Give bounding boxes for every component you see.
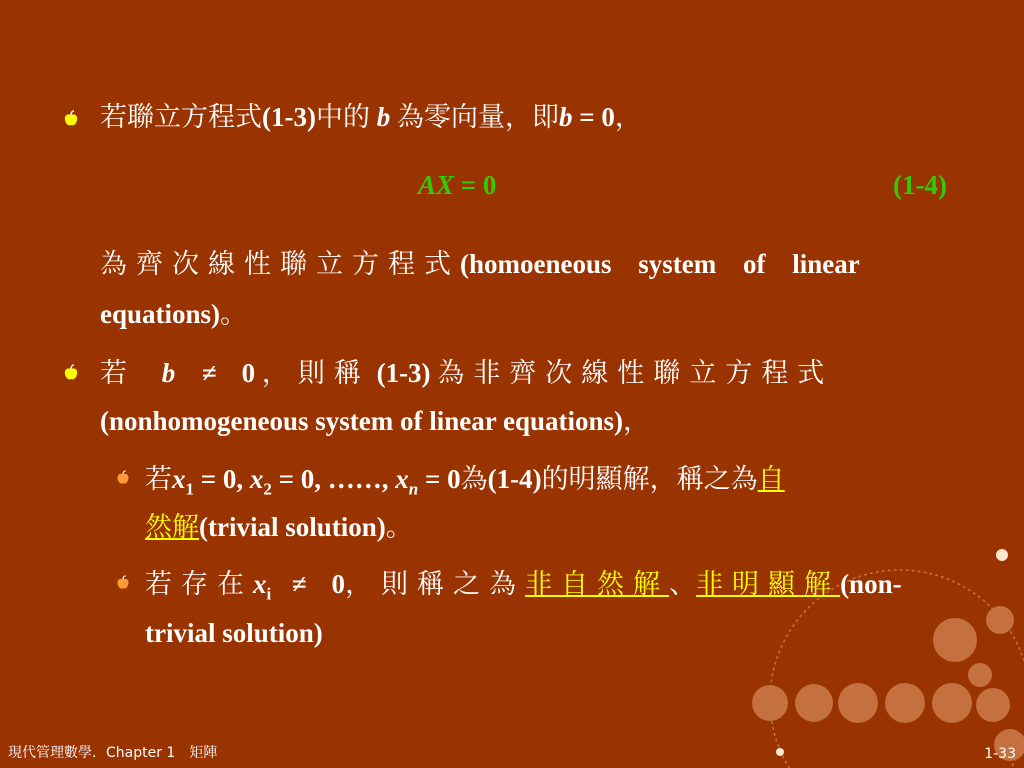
footer-title: 現代管理數學．Chapter 1 矩陣 — [8, 745, 218, 761]
sub-bullet-2-line-1: 若存在$x_i \ne 0$，則稱之為非自然解、非明顯解(non- — [145, 569, 902, 604]
trivial-solution-term-part2: 然解 — [145, 512, 199, 543]
apple-bullet-icon — [115, 470, 131, 486]
equation-number: (1-4) — [893, 170, 947, 200]
apple-bullet-icon — [62, 364, 80, 382]
apple-bullet-icon — [62, 110, 80, 128]
sub-bullet-1-line-2: 然解(trivial solution)。 — [145, 512, 413, 543]
bullet-2-line-1: 若 b ≠ 0 ，則稱 (1-3) 為非齊次線性聯立方程式 — [100, 358, 834, 389]
sub-bullet-2-line-2: trivial solution) — [145, 618, 323, 648]
bullet-1-text: 若聯立方程式(1-3)中的 b 為零向量，即b = 0， — [100, 102, 642, 133]
bullet-2-line-2: (nonhomogeneous system of linear equations)， — [100, 406, 651, 437]
paragraph-line-2: equations)。 — [100, 299, 248, 330]
nontrivial-term-2: 非明顯解 — [696, 569, 841, 600]
trivial-solution-term-part1: 自 — [757, 464, 785, 495]
equation: AX = 0 — [418, 170, 497, 200]
nontrivial-term-1: 非自然解 — [525, 569, 670, 600]
page-number: 1-33 — [984, 746, 1016, 762]
sub-bullet-1-line-1: 若$x_1 = 0$, $x_2 = 0$, ……, $x_n = 0$為(1-4)的明顯解，稱之為自 — [145, 464, 785, 499]
paragraph-line-1: 為齊次線性聯立方程式(homoeneous system of linear — [100, 249, 860, 280]
apple-bullet-icon — [115, 575, 131, 591]
